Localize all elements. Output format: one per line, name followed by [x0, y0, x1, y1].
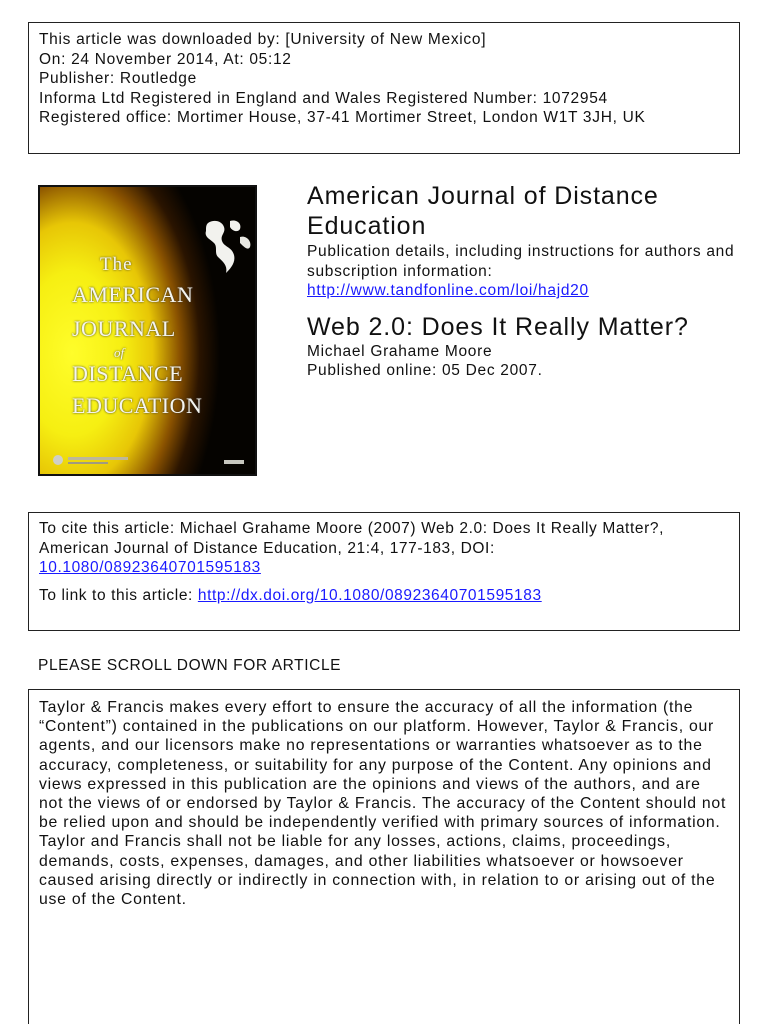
cover-title-the: The	[100, 254, 133, 275]
registration-line: Informa Ltd Registered in England and Wales Registered Number: 1072954	[39, 89, 608, 107]
cover-title	[72, 255, 202, 417]
publication-details-text: Publication details, including instructions for authors and subscription information:	[307, 243, 735, 280]
registered-office-line: Registered office: Mortimer House, 37-41 Mortimer Street, London W1T 3JH, UK	[39, 109, 646, 127]
link-to-article	[39, 586, 729, 606]
citation-text	[39, 519, 729, 578]
journal-title: American Journal of Distance Education	[307, 182, 659, 240]
journal-cover-image	[38, 185, 257, 476]
download-info-box	[28, 22, 740, 154]
cover-title-journal: JOURNAL	[72, 316, 176, 341]
article-title: Web 2.0: Does It Really Matter?	[307, 313, 689, 341]
cover-title-distance: DISTANCE	[72, 361, 184, 386]
journal-url-link[interactable]: http://www.tandfonline.com/loi/hajd20	[307, 282, 589, 299]
download-source-line: This article was downloaded by: [University of New Mexico]	[39, 31, 487, 48]
publication-details	[307, 242, 737, 301]
article-doi-url-link[interactable]: http://dx.doi.org/10.1080/08923640701595183	[197, 586, 542, 604]
publisher-logo-strip	[48, 452, 248, 468]
scroll-notice: PLEASE SCROLL DOWN FOR ARTICLE	[38, 657, 342, 674]
citation-box	[28, 512, 740, 631]
cover-title-education: EDUCATION	[72, 393, 203, 418]
globe-icon	[200, 217, 257, 277]
cover-title-american: AMERICAN	[72, 282, 194, 307]
link-to-article-label: To link to this article:	[39, 586, 198, 604]
article-author: Michael Grahame Moore	[307, 343, 493, 360]
download-date-line: On: 24 November 2014, At: 05:12	[39, 50, 292, 68]
publisher-line: Publisher: Routledge	[39, 70, 197, 88]
cover-title-of: of	[114, 345, 125, 360]
citation-body: To cite this article: Michael Grahame Moore (2007) Web 2.0: Does It Really Matter?, American Journal of Distance Education, 21:4, 177-183, DOI:	[39, 520, 664, 557]
doi-link[interactable]: 10.1080/08923640701595183	[39, 559, 261, 576]
disclaimer-box	[28, 689, 740, 1024]
published-date: Published online: 05 Dec 2007.	[307, 362, 543, 379]
disclaimer-text: Taylor & Francis makes every effort to ensure the accuracy of all the information (the “Content”) contained in the publications on our platform. However, Taylor & Francis, our agents, and our licensors make no representations or warranties whatsoever as to the accuracy, completeness, or suitability for any purpose of the Content. Any opinions and views expressed in this publication are the opinions and views of the authors, and are not the views of or endorsed by Taylor & Francis. The accuracy of the Content should not be relied upon and should be independently verified with primary sources of information. Taylor and Francis shall not be liable for any losses, actions, claims, proceedings, demands, costs, expenses, damages, and other liabilities whatsoever or howsoever caused arising directly or indirectly in connection with, in relation to or arising out of the use of the Content.	[39, 699, 727, 909]
